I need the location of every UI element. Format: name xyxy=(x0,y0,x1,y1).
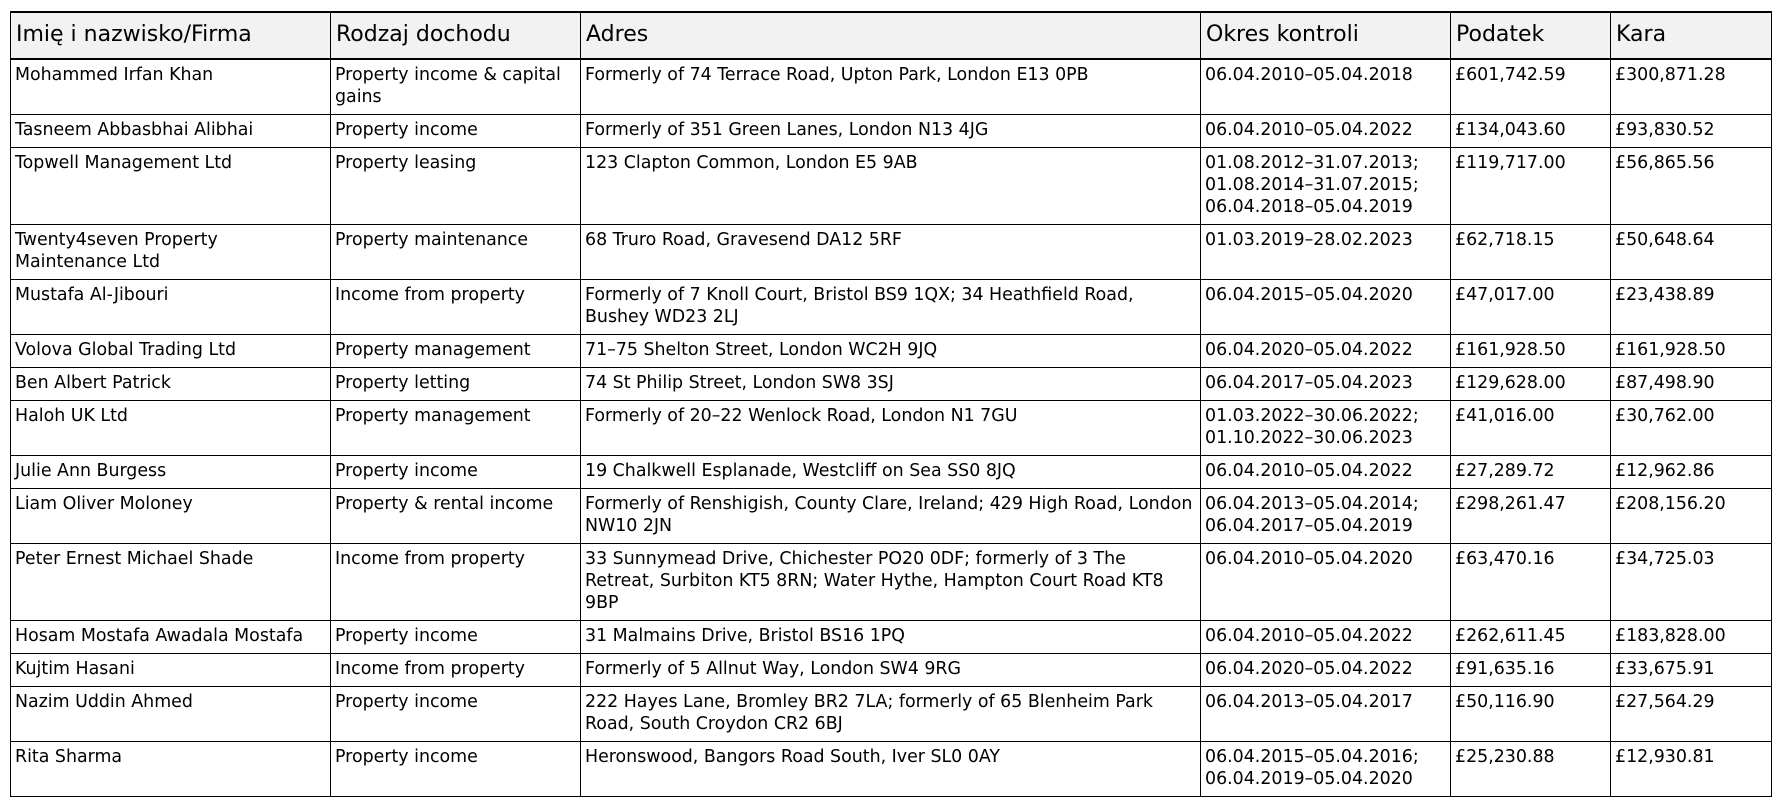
table-row xyxy=(11,148,1772,225)
cell-name: Mohammed Irfan Khan xyxy=(11,59,331,115)
cell-income-type: Property management xyxy=(331,335,581,368)
cell-address: Formerly of 351 Green Lanes, London N13 4JG xyxy=(581,115,1201,148)
cell-name: Nazim Uddin Ahmed xyxy=(11,687,331,742)
cell-income-type: Property income xyxy=(331,115,581,148)
cell-penalty: £300,871.28 xyxy=(1611,59,1772,115)
cell-name: Haloh UK Ltd xyxy=(11,401,331,456)
cell-income-type: Property income xyxy=(331,742,581,797)
cell-tax: £129,628.00 xyxy=(1451,368,1611,401)
table-row xyxy=(11,115,1772,148)
cell-tax: £119,717.00 xyxy=(1451,148,1611,225)
table-row xyxy=(11,489,1772,544)
cell-income-type: Property & rental income xyxy=(331,489,581,544)
cell-tax: £262,611.45 xyxy=(1451,621,1611,654)
cell-address: 68 Truro Road, Gravesend DA12 5RF xyxy=(581,225,1201,280)
cell-control-period: 06.04.2010–05.04.2020 xyxy=(1201,544,1451,621)
cell-income-type: Property leasing xyxy=(331,148,581,225)
cell-address: 19 Chalkwell Esplanade, Westcliff on Sea SS0 8JQ xyxy=(581,456,1201,489)
cell-tax: £27,289.72 xyxy=(1451,456,1611,489)
cell-tax: £601,742.59 xyxy=(1451,59,1611,115)
cell-income-type: Property maintenance xyxy=(331,225,581,280)
cell-tax: £50,116.90 xyxy=(1451,687,1611,742)
cell-address: 33 Sunnymead Drive, Chichester PO20 0DF; formerly of 3 The Retreat, Surbiton KT5 8RN; Water Hythe, Hampton Court Road KT8 9BP xyxy=(581,544,1201,621)
cell-name: Mustafa Al-Jibouri xyxy=(11,280,331,335)
cell-penalty: £30,762.00 xyxy=(1611,401,1772,456)
header-income-type: Rodzaj dochodu xyxy=(331,12,581,59)
table-row xyxy=(11,654,1772,687)
cell-control-period: 06.04.2017–05.04.2023 xyxy=(1201,368,1451,401)
cell-control-period: 06.04.2020–05.04.2022 xyxy=(1201,335,1451,368)
table-row xyxy=(11,368,1772,401)
cell-address: Heronswood, Bangors Road South, Iver SL0 0AY xyxy=(581,742,1201,797)
cell-control-period: 06.04.2010–05.04.2022 xyxy=(1201,621,1451,654)
cell-penalty: £208,156.20 xyxy=(1611,489,1772,544)
cell-penalty: £87,498.90 xyxy=(1611,368,1772,401)
cell-control-period: 06.04.2013–05.04.2014; 06.04.2017–05.04.2019 xyxy=(1201,489,1451,544)
cell-name: Rita Sharma xyxy=(11,742,331,797)
table-row xyxy=(11,335,1772,368)
cell-penalty: £23,438.89 xyxy=(1611,280,1772,335)
cell-income-type: Property income xyxy=(331,621,581,654)
cell-control-period: 01.03.2019–28.02.2023 xyxy=(1201,225,1451,280)
cell-control-period: 06.04.2013–05.04.2017 xyxy=(1201,687,1451,742)
cell-address: Formerly of 74 Terrace Road, Upton Park, London E13 0PB xyxy=(581,59,1201,115)
table-row xyxy=(11,59,1772,115)
cell-address: Formerly of 20–22 Wenlock Road, London N1 7GU xyxy=(581,401,1201,456)
cell-income-type: Income from property xyxy=(331,654,581,687)
cell-name: Kujtim Hasani xyxy=(11,654,331,687)
cell-tax: £62,718.15 xyxy=(1451,225,1611,280)
header-tax: Podatek xyxy=(1451,12,1611,59)
cell-tax: £63,470.16 xyxy=(1451,544,1611,621)
cell-income-type: Property management xyxy=(331,401,581,456)
cell-tax: £41,016.00 xyxy=(1451,401,1611,456)
table-row xyxy=(11,544,1772,621)
table-row xyxy=(11,742,1772,797)
tax-defaulters-table xyxy=(10,11,1772,797)
cell-address: 74 St Philip Street, London SW8 3SJ xyxy=(581,368,1201,401)
cell-address: 123 Clapton Common, London E5 9AB xyxy=(581,148,1201,225)
cell-name: Peter Ernest Michael Shade xyxy=(11,544,331,621)
table-row xyxy=(11,687,1772,742)
cell-penalty: £33,675.91 xyxy=(1611,654,1772,687)
cell-control-period: 06.04.2010–05.04.2018 xyxy=(1201,59,1451,115)
cell-name: Ben Albert Patrick xyxy=(11,368,331,401)
cell-income-type: Property income xyxy=(331,456,581,489)
cell-income-type: Property letting xyxy=(331,368,581,401)
cell-name: Julie Ann Burgess xyxy=(11,456,331,489)
cell-control-period: 01.08.2012–31.07.2013; 01.08.2014–31.07.2015; 06.04.2018–05.04.2019 xyxy=(1201,148,1451,225)
cell-penalty: £183,828.00 xyxy=(1611,621,1772,654)
table-row xyxy=(11,280,1772,335)
cell-income-type: Property income & capital gains xyxy=(331,59,581,115)
cell-name: Topwell Management Ltd xyxy=(11,148,331,225)
cell-income-type: Income from property xyxy=(331,280,581,335)
cell-name: Liam Oliver Moloney xyxy=(11,489,331,544)
header-address: Adres xyxy=(581,12,1201,59)
cell-penalty: £50,648.64 xyxy=(1611,225,1772,280)
cell-control-period: 06.04.2020–05.04.2022 xyxy=(1201,654,1451,687)
cell-penalty: £12,930.81 xyxy=(1611,742,1772,797)
cell-tax: £161,928.50 xyxy=(1451,335,1611,368)
cell-tax: £47,017.00 xyxy=(1451,280,1611,335)
header-control-period: Okres kontroli xyxy=(1201,12,1451,59)
table-row xyxy=(11,225,1772,280)
cell-address: Formerly of 7 Knoll Court, Bristol BS9 1QX; 34 Heathfield Road, Bushey WD23 2LJ xyxy=(581,280,1201,335)
cell-address: 71–75 Shelton Street, London WC2H 9JQ xyxy=(581,335,1201,368)
cell-penalty: £27,564.29 xyxy=(1611,687,1772,742)
table-row xyxy=(11,621,1772,654)
cell-name: Tasneem Abbasbhai Alibhai xyxy=(11,115,331,148)
cell-tax: £134,043.60 xyxy=(1451,115,1611,148)
table-row xyxy=(11,456,1772,489)
header-name: Imię i nazwisko/Firma xyxy=(11,12,331,59)
cell-penalty: £56,865.56 xyxy=(1611,148,1772,225)
cell-address: 222 Hayes Lane, Bromley BR2 7LA; formerly of 65 Blenheim Park Road, South Croydon CR2 6BJ xyxy=(581,687,1201,742)
cell-tax: £25,230.88 xyxy=(1451,742,1611,797)
cell-tax: £298,261.47 xyxy=(1451,489,1611,544)
cell-control-period: 06.04.2015–05.04.2020 xyxy=(1201,280,1451,335)
cell-control-period: 06.04.2010–05.04.2022 xyxy=(1201,115,1451,148)
table-body xyxy=(11,59,1772,797)
cell-control-period: 01.03.2022–30.06.2022; 01.10.2022–30.06.2023 xyxy=(1201,401,1451,456)
cell-control-period: 06.04.2015–05.04.2016; 06.04.2019–05.04.2020 xyxy=(1201,742,1451,797)
cell-address: 31 Malmains Drive, Bristol BS16 1PQ xyxy=(581,621,1201,654)
header-penalty: Kara xyxy=(1611,12,1772,59)
cell-penalty: £93,830.52 xyxy=(1611,115,1772,148)
cell-tax: £91,635.16 xyxy=(1451,654,1611,687)
cell-name: Hosam Mostafa Awadala Mostafa xyxy=(11,621,331,654)
cell-address: Formerly of Renshigish, County Clare, Ireland; 429 High Road, London NW10 2JN xyxy=(581,489,1201,544)
cell-control-period: 06.04.2010–05.04.2022 xyxy=(1201,456,1451,489)
cell-penalty: £34,725.03 xyxy=(1611,544,1772,621)
cell-penalty: £161,928.50 xyxy=(1611,335,1772,368)
table-header-row xyxy=(11,12,1772,59)
cell-name: Twenty4seven Property Maintenance Ltd xyxy=(11,225,331,280)
cell-income-type: Income from property xyxy=(331,544,581,621)
table-row xyxy=(11,401,1772,456)
cell-penalty: £12,962.86 xyxy=(1611,456,1772,489)
cell-address: Formerly of 5 Allnut Way, London SW4 9RG xyxy=(581,654,1201,687)
cell-income-type: Property income xyxy=(331,687,581,742)
cell-name: Volova Global Trading Ltd xyxy=(11,335,331,368)
